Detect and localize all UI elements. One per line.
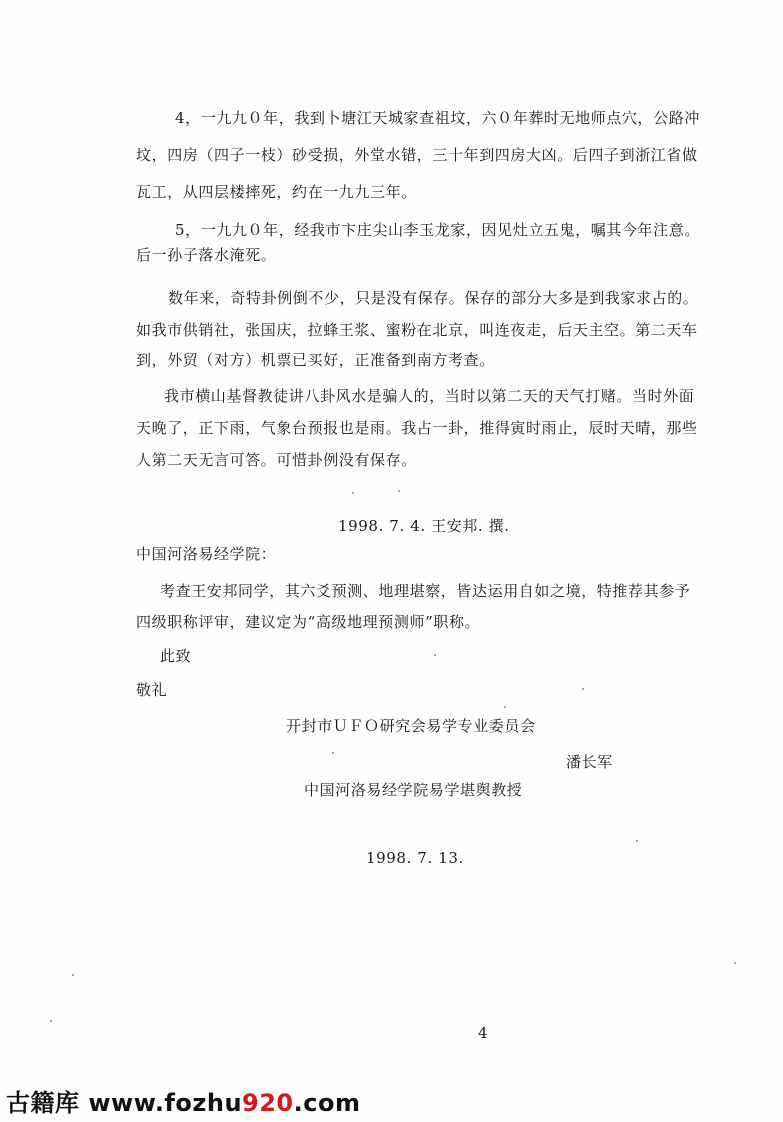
watermark-url-digits: 920 (242, 1089, 294, 1117)
letter-closing-1: 此致 (160, 647, 192, 665)
letter-addressee: 中国河洛易经学院： (136, 545, 277, 563)
signer-title: 中国河洛易经学院易学堪舆教授 (304, 781, 523, 799)
page-number: 4 (478, 1024, 488, 1042)
paragraph-4-line-3: 人第二天无言可答。可惜卦例没有保存。 (136, 451, 417, 469)
signer-name: 潘长军 (566, 753, 613, 771)
paragraph-3-line-2: 如我市供销社，张国庆，拉蜂王浆、蜜粉在北京，叫连夜走，后天主空。第二天车 (136, 321, 698, 339)
paragraph-4-line-1: 我市横山基督教徒讲八卦风水是骗人的，当时以第二天的天气打赌。当时外面 (164, 387, 695, 405)
letter-date: 1998. 7. 13. (366, 849, 464, 867)
recommending-organization: 开封市ＵＦＯ研究会易学专业委员会 (286, 717, 536, 735)
paragraph-1-line-2: 坟，四房（四子一枝）砂受损，外堂水错，三十年到四房大凶。后四子到浙江省做 (136, 146, 698, 164)
watermark-url-prefix: www.fozhu (88, 1089, 243, 1117)
letter-body-line-2: 四级职称评审，建议定为“高级地理预测师”职称。 (136, 613, 481, 631)
paragraph-1-line-3: 瓦工，从四层楼摔死，约在一九九三年。 (136, 183, 417, 201)
scan-speck (72, 974, 74, 976)
letter-body-line-1: 考查王安邦同学，其六爻预测、地理堪察，皆达运用自如之境，特推荐其参予 (160, 582, 691, 600)
paragraph-2-line-2: 后一孙子落水淹死。 (136, 246, 277, 264)
paragraph-3-line-1: 数年来，奇特卦例倒不少，只是没有保存。保存的部分大多是到我家求占的。 (168, 289, 699, 307)
scan-speck (50, 1020, 52, 1022)
scan-speck (434, 654, 436, 656)
paragraph-2-line-1: 5，一九九０年，经我市卞庄尖山李玉龙家，因见灶立五鬼，嘱其今年注意。 (175, 221, 700, 239)
paragraph-4-line-2: 天晚了，正下雨，气象台预报也是雨。我占一卦，推得寅时雨止，辰时天晴，那些 (136, 419, 698, 437)
site-watermark (6, 1083, 360, 1118)
author-byline: 1998. 7. 4. 王安邦. 撰. (338, 517, 510, 535)
scan-speck (636, 840, 638, 842)
watermark-url-suffix: .com (293, 1089, 361, 1117)
watermark-site-name: 古籍库 (6, 1089, 80, 1117)
scan-speck (332, 752, 334, 754)
scan-speck (352, 492, 354, 494)
paragraph-1-line-1: 4，一九九０年，我到卜塘江天城家查祖坟，六０年葬时无地师点穴，公路冲 (175, 109, 700, 127)
paragraph-3-line-3: 到，外贸（对方）机票已买好，正准备到南方考查。 (136, 351, 495, 369)
scan-speck (582, 688, 584, 690)
letter-closing-2: 敬礼 (136, 681, 168, 699)
scan-speck (734, 962, 736, 964)
scan-speck (504, 706, 506, 708)
scan-speck (398, 490, 400, 492)
